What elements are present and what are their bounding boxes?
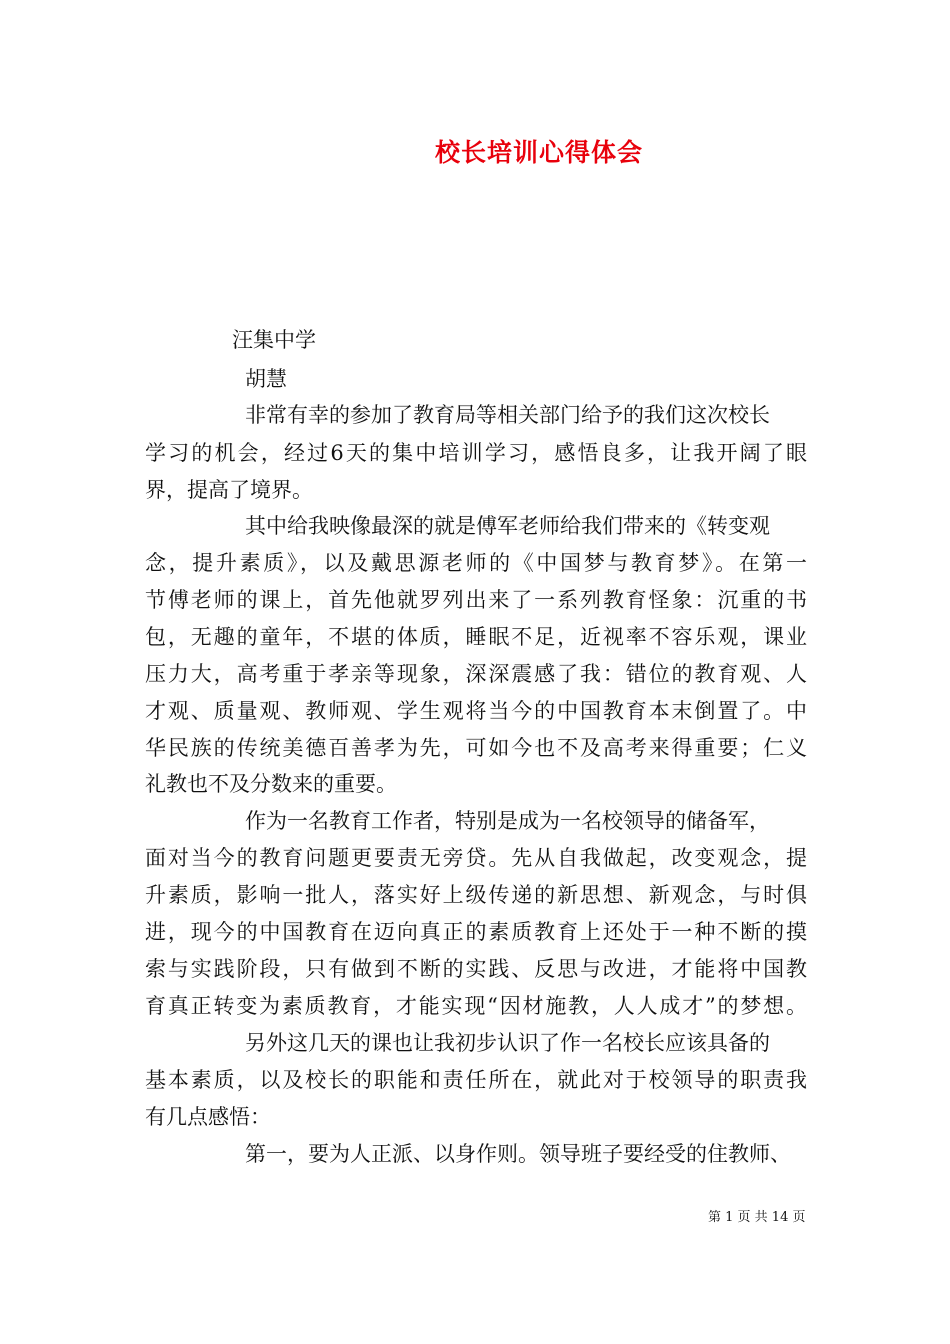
body-line: 基本素质，以及校长的职能和责任所在，就此对于校领导的职责我: [145, 1068, 807, 1092]
body-line: 华民族的传统美德百善孝为先，可如今也不及高考来得重要；仁义: [145, 736, 807, 760]
page-number: 第 1 页 共 14 页: [708, 1210, 806, 1225]
body-line: 育真正转变为素质教育，才能实现“因材施教，人人成才”的梦想。: [145, 994, 807, 1018]
body-line: 进，现今的中国教育在迈向真正的素质教育上还处于一种不断的摸: [145, 920, 807, 944]
body-line: 压力大，高考重于孝亲等现象，深深震感了我：错位的教育观、人: [145, 662, 807, 686]
body-line: 非常有幸的参加了教育局等相关部门给予的我们这次校长: [245, 403, 770, 427]
body-line: 念，提升素质》，以及戴思源老师的《中国梦与教育梦》。在第一: [145, 551, 807, 575]
body-line: 界，提高了境界。: [145, 478, 313, 502]
body-line: 索与实践阶段，只有做到不断的实践、反思与改进，才能将中国教: [145, 957, 807, 981]
body-line: 包，无趣的童年，不堪的体质，睡眠不足，近视率不容乐观，课业: [145, 625, 807, 649]
body-line: 面对当今的教育问题更要责无旁贷。先从自我做起，改变观念，提: [145, 846, 807, 870]
body-line: 作为一名教育工作者，特别是成为一名校领导的储备军，: [245, 809, 770, 833]
document-title: 校长培训心得体会: [434, 138, 643, 167]
body-line: 另外这几天的课也让我初步认识了作一名校长应该具备的: [245, 1031, 770, 1055]
body-line: 节傅老师的课上，首先他就罗列出来了一系列教育怪象：沉重的书: [145, 588, 807, 612]
body-line: 其中给我映像最深的就是傅军老师给我们带来的《转变观: [245, 514, 770, 538]
body-line: 才观、质量观、教师观、学生观将当今的中国教育本末倒置了。中: [145, 699, 807, 723]
body-line: 升素质，影响一批人，落实好上级传递的新思想、新观念，与时俱: [145, 883, 807, 907]
body-line: 有几点感悟：: [145, 1105, 271, 1129]
author-name: 胡慧: [245, 367, 287, 391]
school-name: 汪集中学: [232, 328, 316, 352]
body-line: 礼教也不及分数来的重要。: [145, 772, 397, 796]
body-line: 学习的机会，经过6天的集中培训学习，感悟良多，让我开阔了眼: [145, 441, 807, 465]
body-line: 第一，要为人正派、以身作则。领导班子要经受的住教师、: [245, 1142, 791, 1166]
